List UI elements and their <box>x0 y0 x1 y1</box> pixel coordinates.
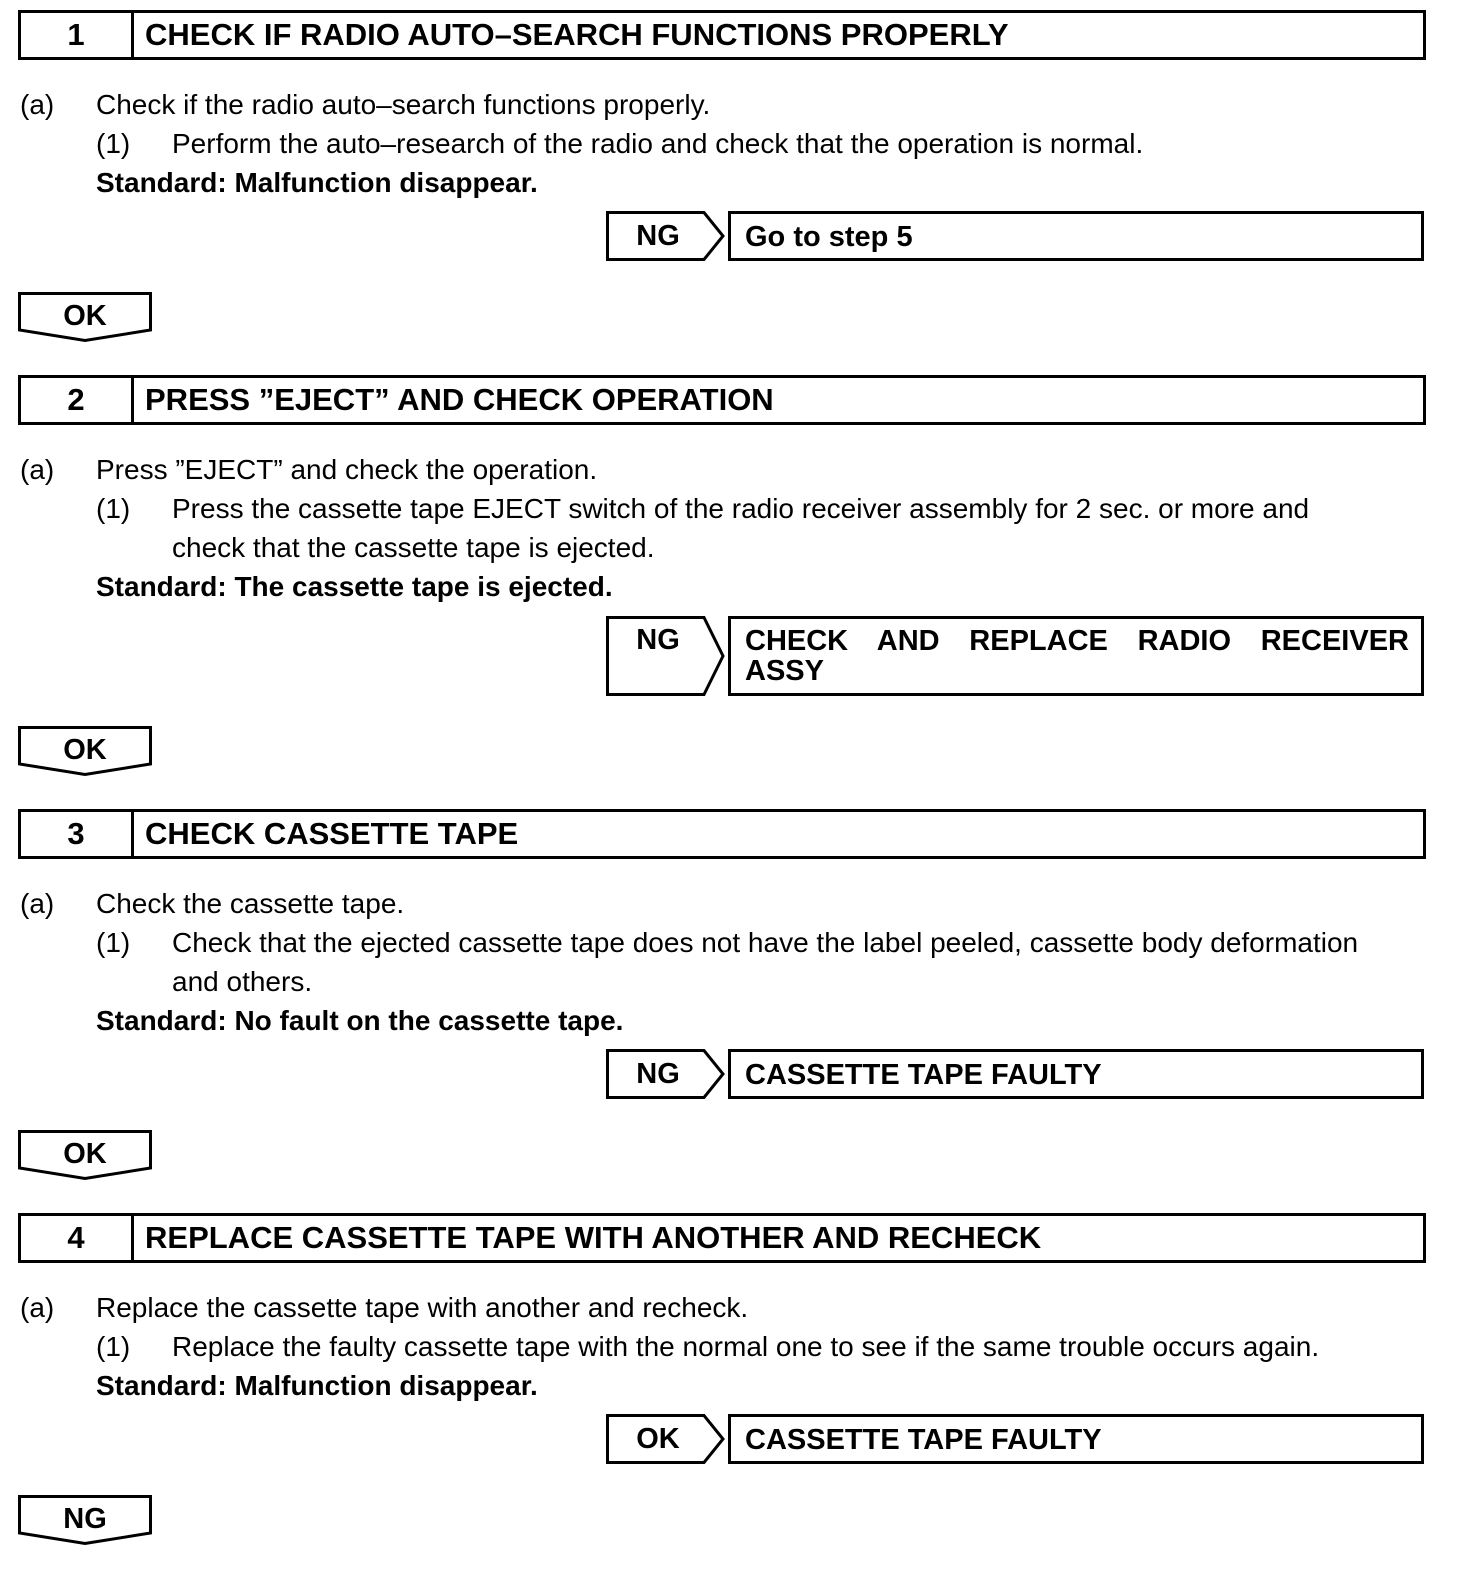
branch-arrow-box <box>606 1049 726 1099</box>
item-a-text: Replace the cassette tape with another and recheck. <box>96 1292 749 1323</box>
standard-text: Standard: The cassette tape is ejected. <box>96 571 613 602</box>
step-4-header <box>18 1213 1426 1263</box>
down-arrow-box <box>18 1495 152 1545</box>
result-line: CHECK AND REPLACE RADIO RECEIVER <box>745 625 1409 657</box>
step-number: 4 <box>21 1216 134 1260</box>
item-1-text: Check that the ejected cassette tape does not have the label peeled, cassette body deformation <box>172 927 1359 958</box>
item-a-label: (a) <box>20 454 55 485</box>
item-1-text-cont: check that the cassette tape is ejected. <box>172 532 655 563</box>
item-a-text: Check if the radio auto–search functions properly. <box>96 89 711 120</box>
branch-arrow-box <box>606 616 726 696</box>
step-title: CHECK IF RADIO AUTO–SEARCH FUNCTIONS PROPERLY <box>145 17 1009 52</box>
branch-result-box <box>728 1049 1424 1099</box>
standard-text: Standard: No fault on the cassette tape. <box>96 1005 624 1036</box>
down-arrow-box <box>18 726 152 776</box>
item-1-label: (1) <box>96 1331 131 1362</box>
step-2-header <box>18 375 1426 425</box>
item-a-text: Check the cassette tape. <box>96 888 405 919</box>
item-1-text: Replace the faulty cassette tape with the normal one to see if the same trouble occurs again. <box>172 1331 1320 1362</box>
step-number: 2 <box>21 378 134 422</box>
step-number: 1 <box>21 13 134 57</box>
item-a-text: Press ”EJECT” and check the operation. <box>96 454 598 485</box>
branch-result-box <box>728 616 1424 696</box>
standard-text: Standard: Malfunction disappear. <box>96 1370 538 1401</box>
step-title: CHECK CASSETTE TAPE <box>145 816 519 851</box>
step-3-header <box>18 809 1426 859</box>
item-1-text: Perform the auto–research of the radio and check that the operation is normal. <box>172 128 1144 159</box>
branch-label: NG <box>636 220 680 252</box>
item-a-label: (a) <box>20 888 55 919</box>
branch-arrow-box <box>606 211 726 261</box>
step-title: PRESS ”EJECT” AND CHECK OPERATION <box>145 382 774 417</box>
standard-text: Standard: Malfunction disappear. <box>96 167 538 198</box>
item-1-label: (1) <box>96 128 131 159</box>
branch-result-box <box>728 1414 1424 1464</box>
down-arrow-box <box>18 1130 152 1180</box>
branch-label: OK <box>636 1423 680 1455</box>
down-label: OK <box>63 1138 107 1170</box>
item-1-label: (1) <box>96 927 131 958</box>
result-line: CASSETTE TAPE FAULTY <box>745 1059 1102 1091</box>
item-1-label: (1) <box>96 493 131 524</box>
item-1-text: Press the cassette tape EJECT switch of the radio receiver assembly for 2 sec. or more and <box>172 493 1310 524</box>
item-a-label: (a) <box>20 89 55 120</box>
result-line: Go to step 5 <box>745 221 913 253</box>
item-a-label: (a) <box>20 1292 55 1323</box>
branch-result-box <box>728 211 1424 261</box>
step-1-header <box>18 10 1426 60</box>
branch-arrow-box <box>606 1414 726 1464</box>
down-arrow-box <box>18 292 152 342</box>
down-label: NG <box>63 1503 107 1535</box>
branch-label: NG <box>636 624 680 656</box>
item-1-text-cont: and others. <box>172 966 313 997</box>
step-title: REPLACE CASSETTE TAPE WITH ANOTHER AND RECHECK <box>145 1220 1042 1255</box>
result-line: ASSY <box>745 655 824 687</box>
down-label: OK <box>63 300 107 332</box>
down-label: OK <box>63 734 107 766</box>
branch-label: NG <box>636 1058 680 1090</box>
step-number: 3 <box>21 812 134 856</box>
result-line: CASSETTE TAPE FAULTY <box>745 1424 1102 1456</box>
